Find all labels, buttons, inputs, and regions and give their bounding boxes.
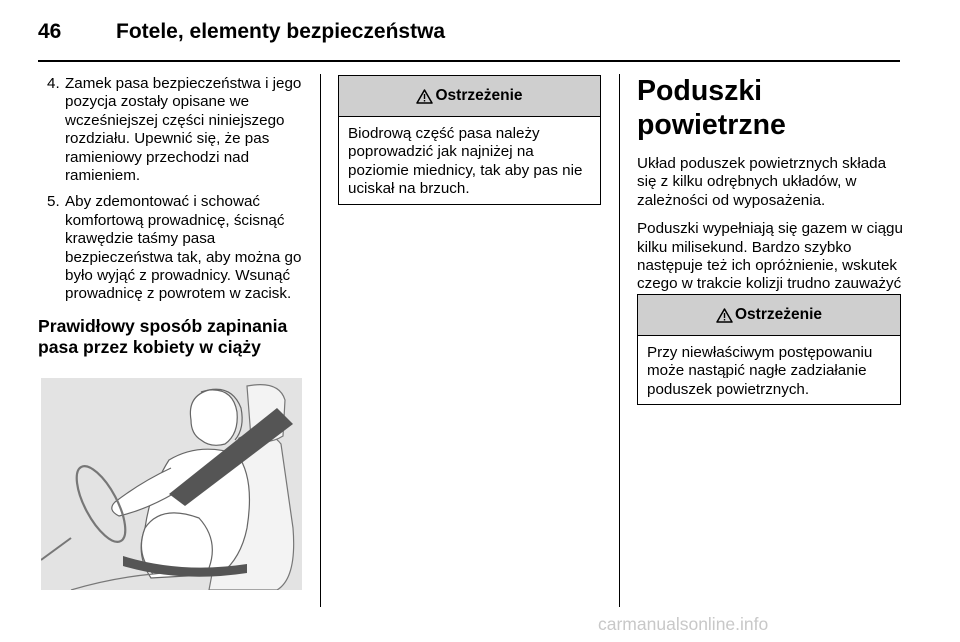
- step-item: [38, 193, 302, 303]
- page-title: Fotele, elementy bezpieczeństwa: [116, 20, 446, 43]
- illustration-drawing: [41, 378, 302, 590]
- warning-body: Biodrową część pasa należy poprowadzić jak najniżej na poziomie miednicy, tak aby pas nie uciskał na brzuch.: [348, 125, 583, 198]
- warning-triangle-icon: [416, 89, 433, 104]
- column-divider-right: [619, 74, 620, 607]
- instruction-steps: [38, 75, 302, 304]
- header-rule: [38, 60, 900, 62]
- warning-title: Ostrzeżenie: [435, 87, 523, 104]
- warning-body: Przy niewłaściwym postępowaniu może nastąpić nagłe zadziałanie poduszek powietrznych.: [647, 344, 873, 398]
- warning-header: [638, 295, 900, 336]
- step-number: 5.: [47, 193, 60, 211]
- column-divider-left: [320, 74, 321, 607]
- watermark: carmanualsonline.info: [598, 614, 769, 634]
- right-column: [637, 74, 905, 312]
- warning-box-airbags: [637, 294, 901, 405]
- warning-header: [339, 76, 600, 117]
- warning-triangle-icon: [716, 308, 733, 323]
- airbags-paragraph: Poduszki wypełniają się gazem w ciągu kilku milisekund. Bardzo szybko następuje też ich opróżnienie, wskutek czego w trakcie kolizji trudno zauważyć: [637, 220, 903, 293]
- warning-box-belt: [338, 75, 601, 205]
- left-column: [38, 75, 302, 358]
- airbags-paragraph: Układ poduszek powietrznych składa się z kilku odrębnych układów, w zależności od wyposażenia.: [637, 155, 887, 209]
- page-header: [0, 0, 960, 62]
- step-item: [38, 75, 302, 185]
- warning-title: Ostrzeżenie: [734, 306, 822, 323]
- section-title-airbags: Poduszki powietrzne: [637, 75, 786, 141]
- step-number: 4.: [47, 75, 60, 92]
- step-text: Zamek pasa bezpieczeństwa i jego pozycja zostały opisane we wcześniejszej części niniejszego rozdziału. Upewnić się, że pas ramieniowy przechodzi nad ramieniem.: [65, 75, 302, 185]
- page-number: 46: [38, 20, 62, 43]
- step-text: Aby zdemontować i schować komfortową prowadnicę, ścisnąć krawędzie taśmy pasa bezpieczeństwa tak, aby można go było wyjąć z prowadnicy. Wsunąć prowadnicę z powrotem w zacisk.: [65, 193, 302, 303]
- subheading-pregnant-belt: Prawidłowy sposób zapinania pasa przez kobiety w ciąży: [38, 315, 288, 357]
- pregnant-woman-seatbelt-illustration: [41, 378, 302, 590]
